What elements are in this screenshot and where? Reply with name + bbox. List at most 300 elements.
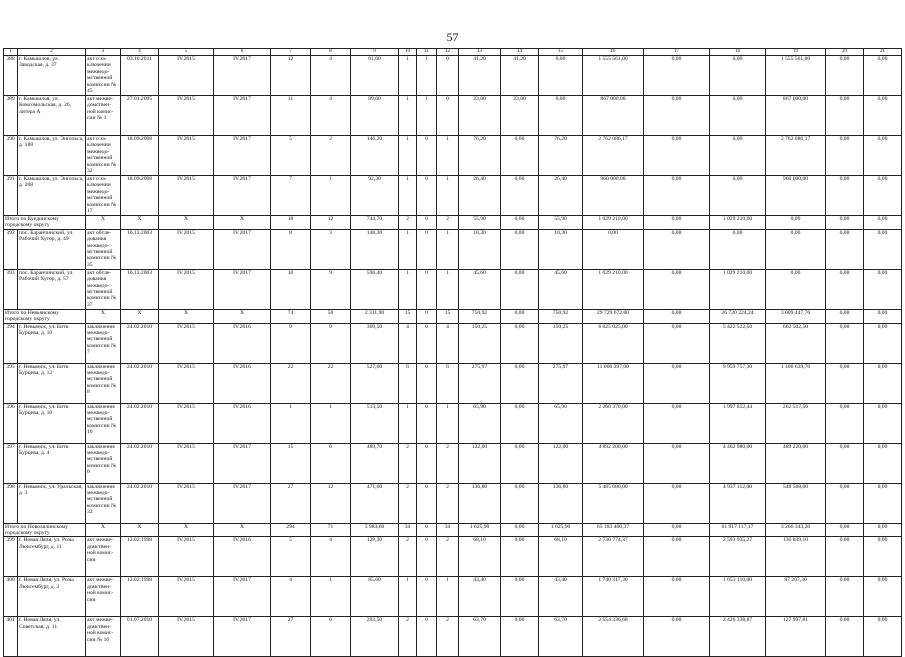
table-cell: 0,00 bbox=[826, 229, 864, 269]
table-cell: 596,40 bbox=[351, 269, 399, 309]
table-cell: 43,40 bbox=[459, 577, 501, 617]
table-cell: 0,00 bbox=[864, 443, 902, 483]
table-cell: X bbox=[86, 216, 121, 230]
subtotal-label: Итого по Невьянскому городскому округу bbox=[4, 309, 86, 323]
table-cell: 63,70 bbox=[459, 617, 501, 657]
table-cell: 63,70 bbox=[539, 617, 583, 657]
table-cell: IV.2015 bbox=[159, 269, 214, 309]
table-cell: 0,00 bbox=[644, 136, 710, 176]
table-cell: 1 029 210,00 bbox=[710, 216, 766, 230]
table-cell: 15 bbox=[399, 309, 417, 323]
table-cell: 89,60 bbox=[351, 96, 399, 136]
table-cell: 3 009 447,76 bbox=[766, 309, 826, 323]
table-cell: 2 260 370,00 bbox=[583, 403, 644, 443]
table-cell: X bbox=[121, 309, 159, 323]
table-cell: 136 839,10 bbox=[766, 537, 826, 577]
table-cell: 0 bbox=[417, 577, 437, 617]
document-cell: заключение межведо-мственной комиссии № 10 bbox=[86, 403, 121, 443]
table-cell: 55,90 bbox=[459, 216, 501, 230]
table-cell: 68,10 bbox=[539, 537, 583, 577]
table-cell: 0 bbox=[437, 96, 459, 136]
column-number-cell: 5 bbox=[159, 49, 214, 56]
table-cell: 9 bbox=[311, 323, 351, 363]
table-cell: 0,00 bbox=[826, 309, 864, 323]
table-cell: 0,00 bbox=[539, 56, 583, 96]
table-cell: 6 bbox=[311, 617, 351, 657]
table-cell: 0,00 bbox=[644, 269, 710, 309]
table-cell: 0 bbox=[417, 443, 437, 483]
table-cell: 76,20 bbox=[459, 136, 501, 176]
table-cell: X bbox=[214, 309, 271, 323]
table-cell: 24.02.2010 bbox=[121, 363, 159, 403]
table-cell: 1 bbox=[399, 229, 417, 269]
table-cell: 1 625,90 bbox=[539, 523, 583, 537]
table-cell: 1 106 639,70 bbox=[766, 363, 826, 403]
table-cell: 0,00 bbox=[644, 216, 710, 230]
table-cell: 2 bbox=[437, 216, 459, 230]
table-cell: 0,00 bbox=[864, 176, 902, 216]
table-cell: 9 959 757,30 bbox=[710, 363, 766, 403]
table-cell: IV.2016 bbox=[214, 323, 271, 363]
column-number-cell: 21 bbox=[864, 49, 902, 56]
address-cell: г. Камышлов, ул. Комсомольская, д. 26, литера А bbox=[18, 96, 86, 136]
column-number-cell: 2 bbox=[18, 49, 86, 56]
table-cell: IV.2017 bbox=[214, 96, 271, 136]
table-cell: 26,40 bbox=[459, 176, 501, 216]
table-cell: 867 000,00 bbox=[766, 96, 826, 136]
table-cell: 8 bbox=[271, 229, 311, 269]
table-cell: 1 bbox=[399, 403, 417, 443]
column-number-cell: 20 bbox=[826, 49, 864, 56]
table-cell: X bbox=[159, 523, 214, 537]
table-row bbox=[4, 229, 902, 269]
table-cell: IV.2016 bbox=[214, 537, 271, 577]
table-cell: 6 025 025,00 bbox=[583, 323, 644, 363]
table-cell: 0 bbox=[417, 309, 437, 323]
table-cell: 1 bbox=[417, 56, 437, 96]
table-cell: 0,00 bbox=[826, 363, 864, 403]
table-cell: 471,60 bbox=[351, 483, 399, 523]
table-cell: 0,00 bbox=[826, 56, 864, 96]
table-cell: 0 bbox=[417, 537, 437, 577]
row-number-cell: 394 bbox=[4, 323, 18, 363]
table-cell: 1 bbox=[399, 56, 417, 96]
table-row bbox=[4, 176, 902, 216]
table-cell: 4 bbox=[311, 96, 351, 136]
column-number-cell: 4 bbox=[121, 49, 159, 56]
table-cell: 2 bbox=[437, 443, 459, 483]
table-cell: 1 997 852,44 bbox=[710, 403, 766, 443]
table-cell: 0,00 bbox=[864, 577, 902, 617]
table-cell: 11 bbox=[271, 96, 311, 136]
table-row bbox=[4, 269, 902, 309]
table-cell: IV.2017 bbox=[214, 136, 271, 176]
table-cell: 2 426 338,87 bbox=[710, 617, 766, 657]
column-number-cell: 12 bbox=[437, 49, 459, 56]
table-cell: 2 bbox=[437, 483, 459, 523]
column-number-cell: 13 bbox=[459, 49, 501, 56]
table-row bbox=[4, 577, 902, 617]
table-cell: 12 bbox=[311, 216, 351, 230]
table-cell: 122,00 bbox=[539, 443, 583, 483]
table-cell: 5 bbox=[271, 136, 311, 176]
table-cell: 1 bbox=[437, 176, 459, 216]
table-cell: IV.2015 bbox=[159, 176, 214, 216]
table-row bbox=[4, 56, 902, 96]
table-cell: 1 bbox=[437, 403, 459, 443]
table-cell: 1 625,90 bbox=[459, 523, 501, 537]
table-cell: 0 bbox=[417, 363, 437, 403]
table-cell: 489 220,00 bbox=[766, 443, 826, 483]
table-cell: 6 bbox=[311, 443, 351, 483]
table-cell: 1 555 561,00 bbox=[766, 56, 826, 96]
table-cell: 0,00 bbox=[501, 323, 539, 363]
table-cell: 2 bbox=[399, 216, 417, 230]
table-cell: 10 bbox=[271, 269, 311, 309]
table-cell: 0,00 bbox=[501, 403, 539, 443]
table-cell: IV.2015 bbox=[159, 537, 214, 577]
table-cell: 0,00 bbox=[644, 363, 710, 403]
table-cell: 0,00 bbox=[826, 523, 864, 537]
row-number-cell: 391 bbox=[4, 176, 18, 216]
table-cell: 2 bbox=[437, 617, 459, 657]
table-cell: 0,00 bbox=[710, 96, 766, 136]
table-row bbox=[4, 363, 902, 403]
table-cell: 0,00 bbox=[583, 229, 644, 269]
row-number-cell: 392 bbox=[4, 229, 18, 269]
table-cell: 92,30 bbox=[351, 176, 399, 216]
table-cell: 2 bbox=[311, 136, 351, 176]
page-number: 57 bbox=[446, 30, 459, 44]
table-cell: 136,80 bbox=[459, 483, 501, 523]
table-cell: 0,00 bbox=[864, 269, 902, 309]
address-cell: г. Камышлов, ул. Заводская, д. 37 bbox=[18, 56, 86, 96]
table-cell: 0,00 bbox=[501, 443, 539, 483]
table-cell: 24.02.2010 bbox=[121, 443, 159, 483]
table-cell: 1 bbox=[311, 403, 351, 443]
table-cell: IV.2017 bbox=[214, 269, 271, 309]
subtotal-row bbox=[4, 523, 902, 537]
document-cell: акт о за-ключении межведо-мственной комиссии № 32 bbox=[86, 136, 121, 176]
column-number-cell: 11 bbox=[417, 49, 437, 56]
table-cell: IV.2017 bbox=[214, 229, 271, 269]
table-cell: 4 bbox=[437, 323, 459, 363]
address-cell: пос. Баранчинский, ул. Рабочий Хутор, д. 49 bbox=[18, 229, 86, 269]
table-cell: 15 bbox=[271, 443, 311, 483]
table-cell: 18 bbox=[271, 216, 311, 230]
subtotal-row bbox=[4, 216, 902, 230]
table-cell: 1 bbox=[437, 136, 459, 176]
address-cell: г. Невьянск, ул. Бити Бурцева, д. 4 bbox=[18, 443, 86, 483]
table-cell: 41,20 bbox=[459, 56, 501, 96]
table-cell: 0,00 bbox=[864, 617, 902, 657]
register-table-container bbox=[3, 48, 902, 657]
table-cell: 136,80 bbox=[539, 483, 583, 523]
table-cell: 5 422 522,50 bbox=[710, 323, 766, 363]
table-cell: 2 730 774,37 bbox=[583, 537, 644, 577]
table-cell: 293,50 bbox=[351, 617, 399, 657]
table-cell: 0,00 bbox=[644, 523, 710, 537]
table-cell: 744,70 bbox=[351, 216, 399, 230]
table-cell: 68,10 bbox=[459, 537, 501, 577]
table-cell: 1 555 561,00 bbox=[583, 56, 644, 96]
table-cell: 1 bbox=[271, 403, 311, 443]
table-cell: 0,00 bbox=[644, 176, 710, 216]
row-number-cell: 388 bbox=[4, 56, 18, 96]
table-cell: 0,00 bbox=[864, 323, 902, 363]
table-cell: 960 000,00 bbox=[766, 176, 826, 216]
table-cell: 12 bbox=[271, 56, 311, 96]
table-cell: 2 762 086,17 bbox=[766, 136, 826, 176]
table-cell: IV.2016 bbox=[214, 403, 271, 443]
table-cell: 0,00 bbox=[644, 537, 710, 577]
table-cell: 5 983,60 bbox=[351, 523, 399, 537]
table-cell: 750,92 bbox=[459, 309, 501, 323]
table-cell: 5 bbox=[271, 537, 311, 577]
table-cell: 0,00 bbox=[501, 269, 539, 309]
table-cell: 85,60 bbox=[351, 577, 399, 617]
table-cell: X bbox=[159, 216, 214, 230]
table-cell: 0,00 bbox=[644, 617, 710, 657]
table-row bbox=[4, 136, 902, 176]
table-cell: 34 bbox=[399, 523, 417, 537]
row-number-cell: 389 bbox=[4, 96, 18, 136]
table-cell: 148,30 bbox=[351, 229, 399, 269]
table-cell: 23,80 bbox=[459, 96, 501, 136]
row-number-cell: 397 bbox=[4, 443, 18, 483]
table-cell: 0,00 bbox=[864, 363, 902, 403]
column-number-cell: 18 bbox=[710, 49, 766, 56]
row-number-cell: 393 bbox=[4, 269, 18, 309]
table-cell: X bbox=[159, 309, 214, 323]
address-cell: пос. Баранчинский, ул. Рабочий Хутор, д. 57 bbox=[18, 269, 86, 309]
table-cell: 1 029 210,00 bbox=[583, 269, 644, 309]
table-cell: 1 bbox=[311, 577, 351, 617]
table-cell: 34 bbox=[437, 523, 459, 537]
table-cell: 10.12.2003 bbox=[121, 269, 159, 309]
table-cell: 10.12.2003 bbox=[121, 229, 159, 269]
document-cell: акт межве-домствен-ной комис-сии № 1 bbox=[86, 96, 121, 136]
table-cell: 12.02.1998 bbox=[121, 537, 159, 577]
subtotal-label: Итого по Новолялинскому городскому округу bbox=[4, 523, 86, 537]
table-cell: 0,00 bbox=[501, 229, 539, 269]
table-cell: 0,00 bbox=[826, 617, 864, 657]
table-cell: 309,50 bbox=[351, 323, 399, 363]
table-cell: 0,00 bbox=[766, 269, 826, 309]
table-cell: 294 bbox=[271, 523, 311, 537]
table-cell: 9 bbox=[271, 323, 311, 363]
table-cell: IV.2015 bbox=[159, 96, 214, 136]
column-number-cell: 7 bbox=[271, 49, 311, 56]
table-cell: 127 997,81 bbox=[766, 617, 826, 657]
table-cell: IV.2015 bbox=[159, 617, 214, 657]
address-cell: г. Невьянск, ул. Уральская, д. 3 bbox=[18, 483, 86, 523]
table-cell: 960 000,00 bbox=[583, 176, 644, 216]
document-cell: заключение межведо-мственной комиссии № 6 bbox=[86, 443, 121, 483]
table-cell: 0 bbox=[417, 483, 437, 523]
address-cell: г. Новая Ляля, ул. Советская, д. 11 bbox=[18, 617, 86, 657]
table-cell: 0,00 bbox=[864, 96, 902, 136]
table-cell: 24.02.2010 bbox=[121, 483, 159, 523]
table-cell: X bbox=[214, 216, 271, 230]
column-number-cell: 8 bbox=[311, 49, 351, 56]
column-number-cell: 16 bbox=[583, 49, 644, 56]
document-cell: заключение межведо-мственной комиссии № 8 bbox=[86, 363, 121, 403]
column-number-cell: 1 bbox=[4, 49, 18, 56]
table-cell: 0,00 bbox=[864, 216, 902, 230]
table-cell: 23,80 bbox=[501, 96, 539, 136]
table-cell: 0,00 bbox=[501, 577, 539, 617]
table-cell: 150,25 bbox=[539, 323, 583, 363]
table-cell: 0,00 bbox=[644, 323, 710, 363]
table-cell: IV.2015 bbox=[159, 363, 214, 403]
table-cell: IV.2017 bbox=[214, 483, 271, 523]
table-cell: 26,40 bbox=[539, 176, 583, 216]
table-cell: 0 bbox=[417, 269, 437, 309]
document-cell: акт обсле-дования межведо-мственной комиссии № 35 bbox=[86, 229, 121, 269]
table-cell: 27.01.2005 bbox=[121, 96, 159, 136]
table-cell: 0,00 bbox=[864, 523, 902, 537]
column-number-cell: 10 bbox=[399, 49, 417, 56]
table-cell: 12.02.1998 bbox=[121, 577, 159, 617]
table-cell: 45,60 bbox=[459, 269, 501, 309]
table-cell: 1 bbox=[399, 176, 417, 216]
column-number-cell: 19 bbox=[766, 49, 826, 56]
table-cell: 5 485 680,00 bbox=[583, 483, 644, 523]
table-cell: 3 bbox=[311, 229, 351, 269]
table-cell: 24.02.2010 bbox=[121, 323, 159, 363]
table-row bbox=[4, 403, 902, 443]
table-cell: 128,30 bbox=[351, 537, 399, 577]
table-cell: 2 bbox=[399, 443, 417, 483]
table-cell: 0,00 bbox=[644, 443, 710, 483]
table-cell: 0,00 bbox=[864, 136, 902, 176]
address-cell: г. Невьянск, ул. Бити Бурцева, д. 16 bbox=[18, 403, 86, 443]
table-cell: 2 554 336,68 bbox=[583, 617, 644, 657]
table-cell: 0 bbox=[417, 523, 437, 537]
table-cell: 0,00 bbox=[826, 269, 864, 309]
table-cell: 41,20 bbox=[501, 56, 539, 96]
table-cell: 0,00 bbox=[766, 229, 826, 269]
table-cell: 3 266 343,20 bbox=[766, 523, 826, 537]
table-cell: 1 653 110,00 bbox=[710, 577, 766, 617]
table-cell: 0,00 bbox=[644, 96, 710, 136]
address-cell: г. Камышлов, ул. Энгельса, д. 208 bbox=[18, 176, 86, 216]
table-cell: IV.2015 bbox=[159, 136, 214, 176]
table-cell: 1 740 317,30 bbox=[583, 577, 644, 617]
row-number-cell: 396 bbox=[4, 403, 18, 443]
row-number-cell: 400 bbox=[4, 577, 18, 617]
table-cell: X bbox=[86, 309, 121, 323]
table-cell: 0,00 bbox=[864, 483, 902, 523]
table-cell: 0,00 bbox=[826, 96, 864, 136]
table-cell: X bbox=[121, 523, 159, 537]
table-cell: 0,00 bbox=[864, 309, 902, 323]
table-cell: IV.2015 bbox=[159, 56, 214, 96]
table-cell: 4 bbox=[271, 577, 311, 617]
table-cell: 0,00 bbox=[501, 523, 539, 537]
table-cell: IV.2015 bbox=[159, 229, 214, 269]
table-cell: 0 bbox=[437, 56, 459, 96]
table-cell: 275,97 bbox=[539, 363, 583, 403]
table-cell: 0,00 bbox=[710, 176, 766, 216]
table-cell: 0,00 bbox=[710, 229, 766, 269]
table-cell: 150,25 bbox=[459, 323, 501, 363]
table-cell: 0,00 bbox=[864, 229, 902, 269]
table-cell: 1 bbox=[399, 269, 417, 309]
table-cell: 6 bbox=[437, 363, 459, 403]
column-number-cell: 14 bbox=[501, 49, 539, 56]
table-cell: 1 bbox=[437, 269, 459, 309]
document-cell: акт межве-домствен-ной комис-сии № 16 bbox=[86, 617, 121, 657]
table-cell: 0 bbox=[417, 403, 437, 443]
document-cell: акт межве-домствен-ной комис-сии bbox=[86, 537, 121, 577]
table-row bbox=[4, 96, 902, 136]
table-cell: 45,60 bbox=[539, 269, 583, 309]
table-cell: 0 bbox=[417, 176, 437, 216]
table-cell: 1 bbox=[399, 136, 417, 176]
row-number-cell: 401 bbox=[4, 617, 18, 657]
table-cell: 12 bbox=[311, 483, 351, 523]
document-cell: акт о за-ключении межведо-мственной комиссии № 45 bbox=[86, 56, 121, 96]
table-cell: 0 bbox=[417, 617, 437, 657]
table-cell: 0,00 bbox=[501, 216, 539, 230]
column-number-cell: 17 bbox=[644, 49, 710, 56]
table-cell: 122,00 bbox=[459, 443, 501, 483]
address-cell: г. Новая Ляля, ул. Розы Люксембург, д. 2 bbox=[18, 577, 86, 617]
column-number-cell: 3 bbox=[86, 49, 121, 56]
address-cell: г. Камышлов, ул. Энгельса, д. 188 bbox=[18, 136, 86, 176]
table-cell: 489,70 bbox=[351, 443, 399, 483]
table-cell: 0,00 bbox=[710, 56, 766, 96]
table-cell: IV.2015 bbox=[159, 577, 214, 617]
table-cell: 275,97 bbox=[459, 363, 501, 403]
table-cell: 1 029 210,00 bbox=[583, 216, 644, 230]
table-cell: IV.2015 bbox=[159, 483, 214, 523]
table-cell: 74 bbox=[271, 309, 311, 323]
document-cell: заключение межведо-мственной комиссии № 32 bbox=[86, 483, 121, 523]
table-cell: 18.09.2008 bbox=[121, 176, 159, 216]
table-cell: 867 000,00 bbox=[583, 96, 644, 136]
table-cell: 03.10.2011 bbox=[121, 56, 159, 96]
table-cell: 27 bbox=[271, 483, 311, 523]
table-cell: 602 502,50 bbox=[766, 323, 826, 363]
table-cell: IV.2017 bbox=[214, 577, 271, 617]
column-number-cell: 9 bbox=[351, 49, 399, 56]
table-cell: 0,00 bbox=[501, 617, 539, 657]
table-cell: IV.2017 bbox=[214, 617, 271, 657]
table-cell: 7 bbox=[271, 176, 311, 216]
table-cell: 0,00 bbox=[826, 216, 864, 230]
table-cell: 0,00 bbox=[826, 483, 864, 523]
table-cell: 29 729 672,00 bbox=[583, 309, 644, 323]
table-cell: 0,00 bbox=[826, 443, 864, 483]
table-cell: 1 bbox=[399, 96, 417, 136]
table-cell: 0,00 bbox=[501, 176, 539, 216]
table-cell: 0 bbox=[417, 323, 437, 363]
table-cell: 0,00 bbox=[644, 403, 710, 443]
row-number-cell: 399 bbox=[4, 537, 18, 577]
table-cell: 76,20 bbox=[539, 136, 583, 176]
table-cell: X bbox=[86, 523, 121, 537]
table-cell: 0,00 bbox=[864, 537, 902, 577]
document-cell: акт о за-ключении межведо-мственной комиссии № 17 bbox=[86, 176, 121, 216]
table-cell: 0,00 bbox=[644, 56, 710, 96]
table-cell: 1 bbox=[437, 229, 459, 269]
table-cell: IV.2017 bbox=[214, 56, 271, 96]
table-cell: 0,00 bbox=[644, 229, 710, 269]
table-cell: 1 bbox=[399, 577, 417, 617]
